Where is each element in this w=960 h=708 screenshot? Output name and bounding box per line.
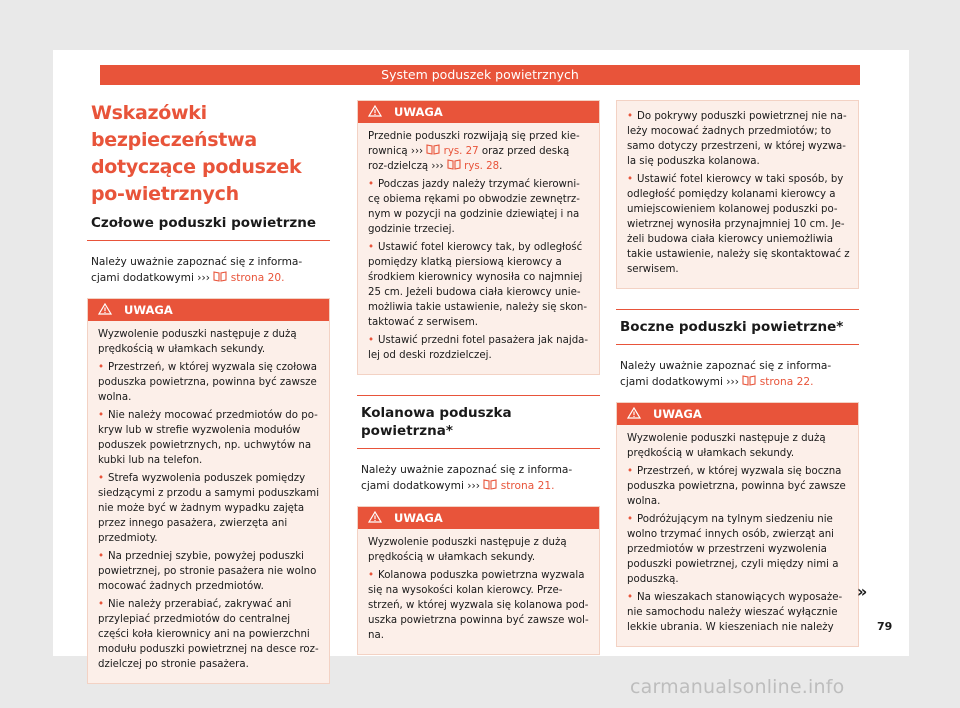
intro-knee: Należy uważnie zapoznać się z informa-cjami dodatkowymi ››› strona 21.	[361, 464, 573, 492]
book-reference-icon	[483, 479, 497, 490]
book-reference-icon	[426, 144, 440, 155]
warning-text: Wyzwolenie poduszki następuje z dużą prędkością w ułamkach sekundy.	[368, 537, 567, 563]
warning-label: UWAGA	[394, 511, 443, 525]
warning-label: UWAGA	[124, 303, 173, 317]
warning-bullet: • Strefa wyzwolenia poduszek pomiędzy siedzącymi z przodu a samymi poduszkami nie może być w żadnym wypadku zajęta przez innego pasażera, zwierzęta ani przedmioty.	[98, 471, 321, 546]
watermark: carmanualsonline.info	[630, 676, 845, 698]
warning-bullet: • Przestrzeń, w której wyzwala się czołowa poduszka powietrzna, powinna być zawsze wolna.	[98, 360, 321, 405]
warning-header	[617, 403, 858, 425]
column-3	[616, 100, 859, 661]
section-title-side: Boczne poduszki powietrzne*	[616, 309, 859, 345]
warning-header	[358, 101, 599, 123]
section-title-knee: Kolanowa poduszka powietrzna*	[357, 395, 600, 449]
page-reference-link[interactable]: strona 22.	[759, 375, 814, 388]
page-reference-link[interactable]: strona 21.	[500, 479, 555, 492]
page-header: System poduszek powietrznych	[100, 65, 860, 85]
section-title-frontal: Czołowe poduszki powietrzne	[87, 214, 330, 241]
column-1	[87, 100, 330, 698]
figure-reference-link[interactable]: rys. 27	[443, 146, 479, 157]
page-number: 79	[877, 620, 893, 633]
warning-bullet: • Kolanowa poduszka powietrzna wyzwala się na wysokości kolan kierowcy. Prze-strzeń, w której wyzwala się kolanowa pod-uszka powietrzna powinna być zawsze wol-na.	[368, 568, 591, 643]
warning-header	[358, 507, 599, 529]
warning-bullet: • Nie należy przerabiać, zakrywać ani przylepiać przedmiotów do centralnej części koła kierownicy ani na powierzchni modułu poduszki powietrznej na desce roz-dzielczej po stronie pasażera.	[98, 597, 321, 672]
warning-box-knee-continued	[616, 100, 859, 289]
warning-triangle-icon	[368, 105, 382, 117]
intro-side: Należy uważnie zapoznać się z informa-cjami dodatkowymi ››› strona 22.	[620, 360, 832, 388]
book-reference-icon	[742, 375, 756, 386]
warning-label: UWAGA	[653, 407, 702, 421]
warning-body	[617, 425, 858, 646]
book-reference-icon	[213, 271, 227, 282]
warning-bullet: • Ustawić fotel kierowcy tak, by odległość pomiędzy klatką piersiową kierowcy a środkiem kierownicy wynosiła co najmniej 25 cm. Jeżeli budowa ciała kierowcy unie-możliwia takie ustawienie, należy się skon-taktować z serwisem.	[368, 240, 591, 330]
warning-box-steering	[357, 100, 600, 375]
column-2	[357, 100, 600, 669]
warning-header	[88, 299, 329, 321]
warning-bullet: • Podróżującym na tylnym siedzeniu nie wolno trzymać innych osób, zwierząt ani przedmiotów w przestrzeni wyzwolenia poduszki powietrznej, czyli między nimi a poduszką.	[627, 512, 850, 587]
warning-text: Przednie poduszki rozwijają się przed kie-rownicą ››› rys. 27 oraz przed deską roz-dzielczą ››› rys. 28.	[368, 131, 580, 172]
warning-triangle-icon	[627, 407, 641, 419]
warning-body	[358, 123, 599, 374]
warning-bullet: • Na przedniej szybie, powyżej poduszki powietrznej, po stronie pasażera nie wolno mocować żadnych przedmiotów.	[98, 549, 321, 594]
page-reference-link[interactable]: strona 20.	[230, 271, 285, 284]
warning-body	[88, 321, 329, 683]
intro-frontal: Należy uważnie zapoznać się z informa-cjami dodatkowymi ››› strona 20.	[91, 256, 303, 284]
figure-reference-link[interactable]: rys. 28	[464, 161, 500, 172]
warning-bullet: • Przestrzeń, w której wyzwala się boczna poduszka powietrzna, powinna być zawsze wolna.	[627, 464, 850, 509]
warning-body	[358, 529, 599, 654]
warning-box-side	[616, 402, 859, 647]
warning-label: UWAGA	[394, 105, 443, 119]
page-title: Wskazówki bezpieczeństwa dotyczące poduszek po-wietrznych	[91, 102, 302, 205]
warning-bullet: • Nie należy mocować przedmiotów do po-kryw lub w strefie wyzwolenia modułów poduszek powietrznych, np. uchwytów na kubki lub na telefon.	[98, 408, 321, 468]
warning-bullet: • Na wieszakach stanowiących wyposaże-nie samochodu należy wieszać wyłącznie lekkie ubrania. W kieszeniach nie należy	[627, 590, 850, 635]
warning-bullet: • Ustawić fotel kierowcy w taki sposób, by odległość pomiędzy kolanami kierowcy a umiejscowieniem kolanowej poduszki po-wietrznej wynosiła przynajmniej 10 cm. Je-żeli budowa ciała kierowcy uniemożliwia takie ustawienie, należy się skontaktować z serwisem.	[627, 172, 850, 277]
warning-box-knee	[357, 506, 600, 655]
warning-bullet: • Podczas jazdy należy trzymać kierowni-cę obiema rękami po obwodzie zewnętrz-nym w pozycji na godzinie dziewiątej i na godzinie trzeciej.	[368, 177, 591, 237]
warning-box-frontal	[87, 298, 330, 684]
warning-text: Wyzwolenie poduszki następuje z dużą prędkością w ułamkach sekundy.	[627, 433, 826, 459]
book-reference-icon	[447, 159, 461, 170]
warning-triangle-icon	[368, 511, 382, 523]
warning-text: Wyzwolenie poduszki następuje z dużą prędkością w ułamkach sekundy.	[98, 329, 297, 355]
warning-bullet: • Ustawić przedni fotel pasażera jak najda-lej od deski rozdzielczej.	[368, 333, 591, 363]
continued-marker: »	[857, 582, 868, 601]
warning-body	[617, 101, 858, 288]
warning-triangle-icon	[98, 303, 112, 315]
warning-bullet: • Do pokrywy poduszki powietrznej nie na-leży mocować żadnych przedmiotów; to samo dotyczy przestrzeni, w której wyzwa-la się poduszka kolanowa.	[627, 109, 850, 169]
